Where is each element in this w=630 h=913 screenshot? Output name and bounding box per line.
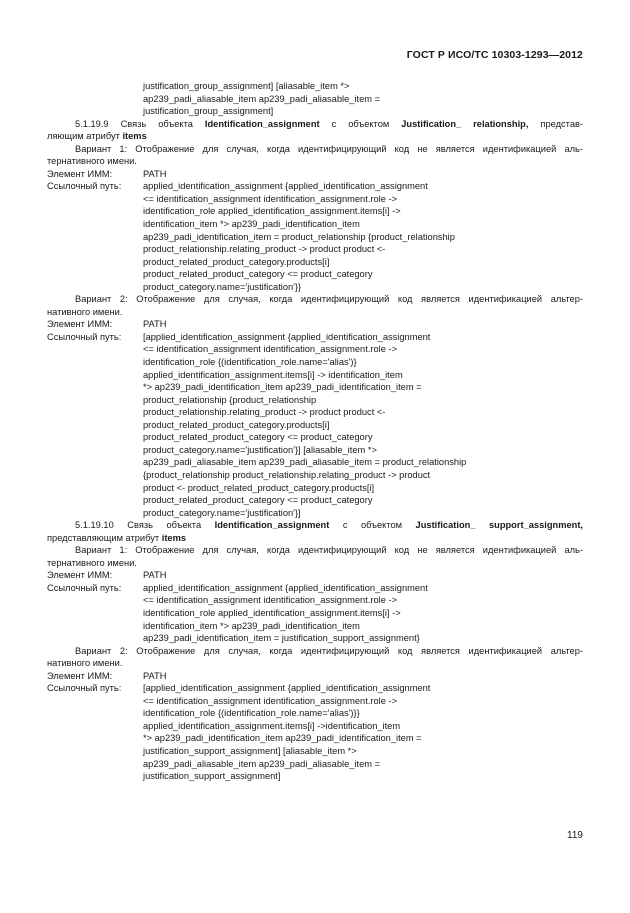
code-line: justification_group_assignment] (143, 106, 274, 117)
code-line: product_relationship.relating_product -> product product <- (143, 244, 386, 255)
code-line: identification_role {(identification_role.name='alias')} (143, 357, 357, 368)
code-line: ap239_padi_identification_item = product_relationship {product_relationship (143, 231, 455, 242)
code-line: product_related_product_category <= product_category (143, 269, 373, 280)
code-line: *> ap239_padi_identification_item ap239_padi_identification_item = (143, 382, 422, 393)
code-line: <= identification_assignment identification_assignment.role -> (143, 695, 398, 706)
code-line: justification_support_assignment] [aliasable_item *> (143, 745, 357, 756)
code-line: product_category.name='justification'}] (143, 507, 301, 518)
code-line: identification_role applied_identification_assignment.items[i] -> (143, 206, 401, 217)
ref-path-row: Ссылочный путь: [applied_identification_assignment {applied_identification_assignment (47, 683, 431, 694)
code-line: identification_item *> ap239_padi_identification_item (143, 219, 360, 230)
code-line: product_relationship.relating_product -> product product <- (143, 407, 386, 418)
code-line: ap239_padi_aliasable_item ap239_padi_aliasable_item = product_relationship (143, 457, 467, 468)
variant-1-text-cont: тернативного имени. (47, 557, 137, 568)
code-line: identification_role applied_identification_assignment.items[i] -> (143, 607, 401, 618)
code-line: {product_relationship product_relationship.relating_product -> product (143, 469, 431, 480)
ref-path-row: Ссылочный путь: applied_identification_assignment {applied_identification_assignment (47, 181, 428, 192)
code-line: product_related_product_category.products[i] (143, 419, 330, 430)
code-line: product_related_product_category <= product_category (143, 432, 373, 443)
section-heading-5-1-19-10: 5.1.19.10 Связь объекта Identification_assignment с объектом Justification_ support_assignment, (75, 520, 583, 531)
code-line: ap239_padi_aliasable_item ap239_padi_aliasable_item = (143, 758, 380, 769)
ref-path-row: Ссылочный путь: [applied_identification_assignment {applied_identification_assignment (47, 331, 431, 342)
code-line: identification_role {(identification_role.name='alias')}} (143, 708, 360, 719)
variant-1-text-cont: тернативного имени. (47, 156, 137, 167)
page-number: 119 (567, 830, 583, 841)
code-line: justification_support_assignment] (143, 771, 281, 782)
variant-2-text-cont: нативного имени. (47, 306, 123, 317)
variant-1-text: Вариант 1: Отображение для случая, когда идентифицирующий код не является идентификацией аль- (75, 545, 583, 556)
element-row: Элемент ИММ: PATH (47, 319, 167, 330)
ref-path-row: Ссылочный путь: applied_identification_assignment {applied_identification_assignment (47, 582, 428, 593)
code-line: *> ap239_padi_identification_item ap239_padi_identification_item = (143, 733, 422, 744)
page-content (47, 80, 583, 783)
variant-2-text: Вариант 2: Отображение для случая, когда идентифицирующий код является идентификацией альтер- (75, 645, 583, 656)
section-heading-cont: ляющим атрибут items (47, 131, 147, 142)
section-heading-cont: представляющим атрибут items (47, 532, 187, 543)
code-line: <= identification_assignment identification_assignment.role -> (143, 595, 398, 606)
code-line: product_category.name='justification'}} (143, 281, 302, 292)
code-line: product_related_product_category.products[i] (143, 256, 330, 267)
variant-2-text: Вариант 2: Отображение для случая, когда идентифицирующий код является идентификацией альтер- (75, 294, 583, 305)
code-line: product_related_product_category <= product_category (143, 495, 373, 506)
code-line: applied_identification_assignment.items[i] ->identification_item (143, 720, 401, 731)
code-line: product <- product_related_product_category.products[i] (143, 482, 375, 493)
code-line: ap239_padi_aliasable_item ap239_padi_aliasable_item = (143, 93, 380, 104)
code-line: <= identification_assignment identification_assignment.role -> (143, 193, 398, 204)
code-line: <= identification_assignment identification_assignment.role -> (143, 344, 398, 355)
variant-2-text-cont: нативного имени. (47, 658, 123, 669)
element-row: Элемент ИММ: PATH (47, 570, 167, 581)
element-row: Элемент ИММ: PATH (47, 670, 167, 681)
section-heading-5-1-19-9: 5.1.19.9 Связь объекта Identification_assignment с объектом Justification_ relationship, представ- (75, 118, 584, 129)
variant-1-text: Вариант 1: Отображение для случая, когда идентифицирующий код не является идентификацией аль- (75, 143, 583, 154)
code-line: justification_group_assignment] [aliasable_item *> (143, 81, 350, 91)
code-line: product_relationship {product_relationship (143, 394, 317, 405)
element-row: Элемент ИММ: PATH (47, 168, 167, 179)
document-code-header: ГОСТ Р ИСО/ТС 10303-1293—2012 (406, 49, 583, 61)
code-line: ap239_padi_identification_item = justification_support_assignment} (143, 633, 420, 644)
code-line: product_category.name='justification'}] [aliasable_item *> (143, 444, 377, 455)
code-line: applied_identification_assignment.items[i] -> identification_item (143, 369, 403, 380)
code-line: identification_item *> ap239_padi_identification_item (143, 620, 360, 631)
